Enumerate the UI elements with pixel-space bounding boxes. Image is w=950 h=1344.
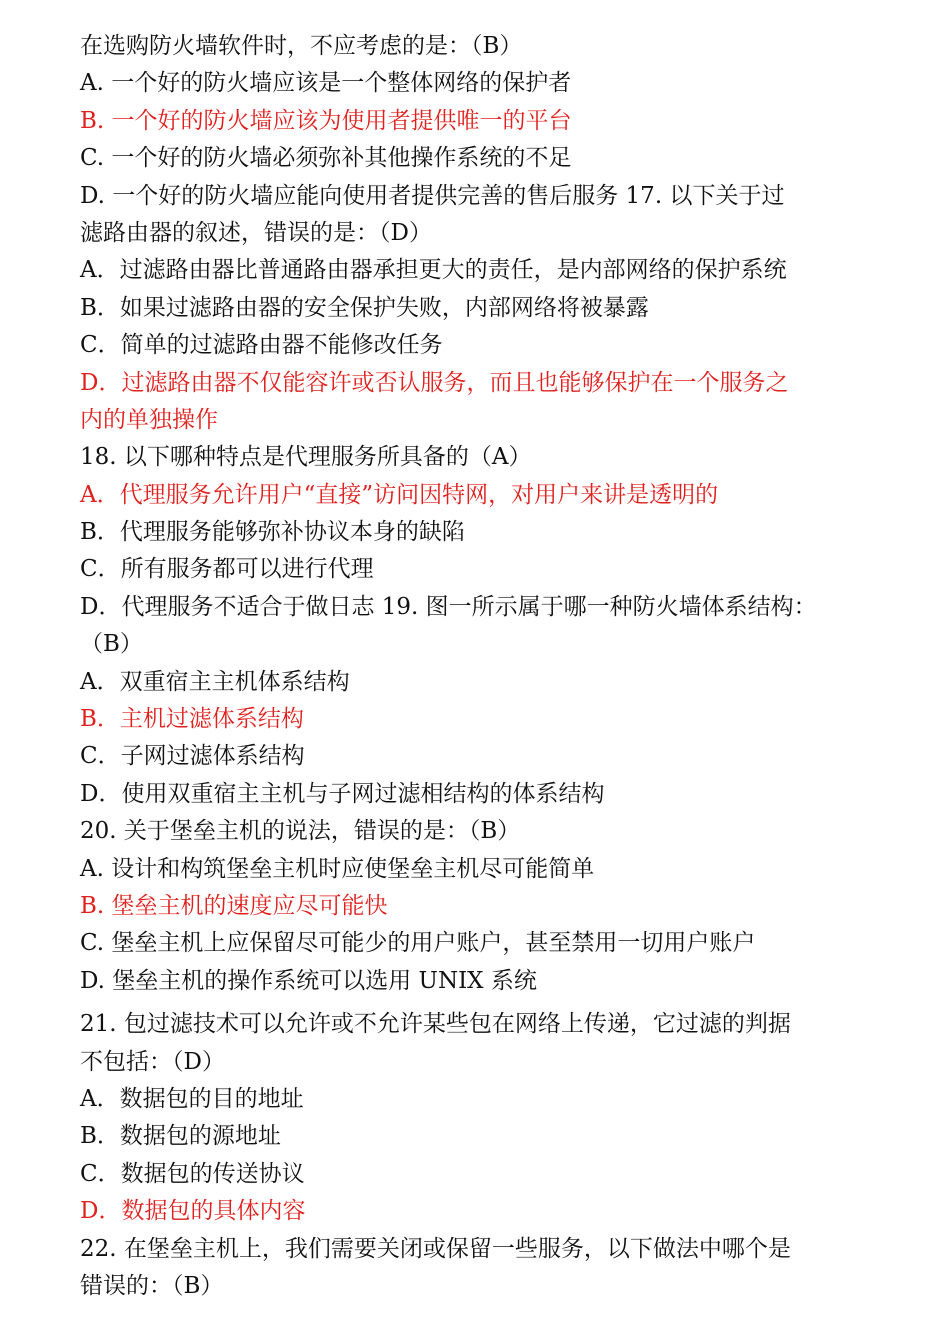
answer-line: D．过滤路由器不仅能容许或否认服务，而且也能够保护在一个服务之	[80, 369, 789, 396]
answer-line: B．主机过滤体系结构	[80, 706, 304, 733]
text-line: 错误的：（B）	[80, 1272, 224, 1299]
answer-line: A．代理服务允许用户“直接”访问因特网，对用户来讲是透明的	[80, 481, 719, 508]
text-line: 在选购防火墙软件时，不应考虑的是：（B）	[80, 33, 523, 59]
text-line: B．如果过滤路由器的安全保护失败，内部网络将被暴露	[80, 294, 649, 321]
text-line: D．使用双重宿主主机与子网过滤相结构的体系结构	[80, 780, 605, 807]
text-line: A．数据包的目的地址	[80, 1085, 304, 1112]
text-line: 20. 关于堡垒主机的说法，错误的是：（B）	[80, 818, 521, 845]
text-line: （B）	[80, 631, 143, 658]
text-line: 21. 包过滤技术可以允许或不允许某些包在网络上传递，它过滤的判据	[80, 1011, 791, 1038]
answer-line: B. 堡垒主机的速度应尽可能快	[80, 892, 388, 919]
text-line: A. 一个好的防火墙应该是一个整体网络的保护者	[80, 70, 572, 97]
text-line: D．代理服务不适合于做日志 19. 图一所示属于哪一种防火墙体系结构：	[80, 593, 817, 620]
text-line: C. 一个好的防火墙必须弥补其他操作系统的不足	[80, 145, 572, 172]
text-line: 22. 在堡垒主机上，我们需要关闭或保留一些服务，以下做法中哪个是	[80, 1235, 791, 1262]
document-page	[80, 28, 880, 1305]
text-line: 滤路由器的叙述，错误的是：（D）	[80, 219, 432, 246]
text-line: D. 一个好的防火墙应能向使用者提供完善的售后服务 17. 以下关于过	[80, 182, 785, 209]
text-line: C．子网过滤体系结构	[80, 743, 305, 770]
answer-line: B. 一个好的防火墙应该为使用者提供唯一的平台	[80, 107, 572, 134]
text-line: 18. 以下哪种特点是代理服务所具备的（A）	[80, 444, 532, 471]
text-line: C．数据包的传送协议	[80, 1160, 305, 1187]
text-line: C. 堡垒主机上应保留尽可能少的用户账户，甚至禁用一切用户账户	[80, 930, 756, 957]
text-line: A．双重宿主主机体系结构	[80, 668, 350, 695]
text-line: C．简单的过滤路由器不能修改任务	[80, 332, 443, 359]
text-line: B．代理服务能够弥补协议本身的缺陷	[80, 519, 465, 546]
answer-line: D．数据包的具体内容	[80, 1198, 306, 1225]
text-line: 不包括：（D）	[80, 1048, 225, 1075]
text-line: D. 堡垒主机的操作系统可以选用 UNIX 系统	[80, 967, 537, 994]
text-line: C．所有服务都可以进行代理	[80, 556, 374, 583]
text-line: A. 设计和构筑堡垒主机时应使堡垒主机尽可能简单	[80, 855, 595, 882]
text-line: A．过滤路由器比普通路由器承担更大的责任，是内部网络的保护系统	[80, 257, 787, 284]
text-line: B．数据包的源地址	[80, 1123, 281, 1150]
answer-line: 内的单独操作	[80, 406, 218, 433]
